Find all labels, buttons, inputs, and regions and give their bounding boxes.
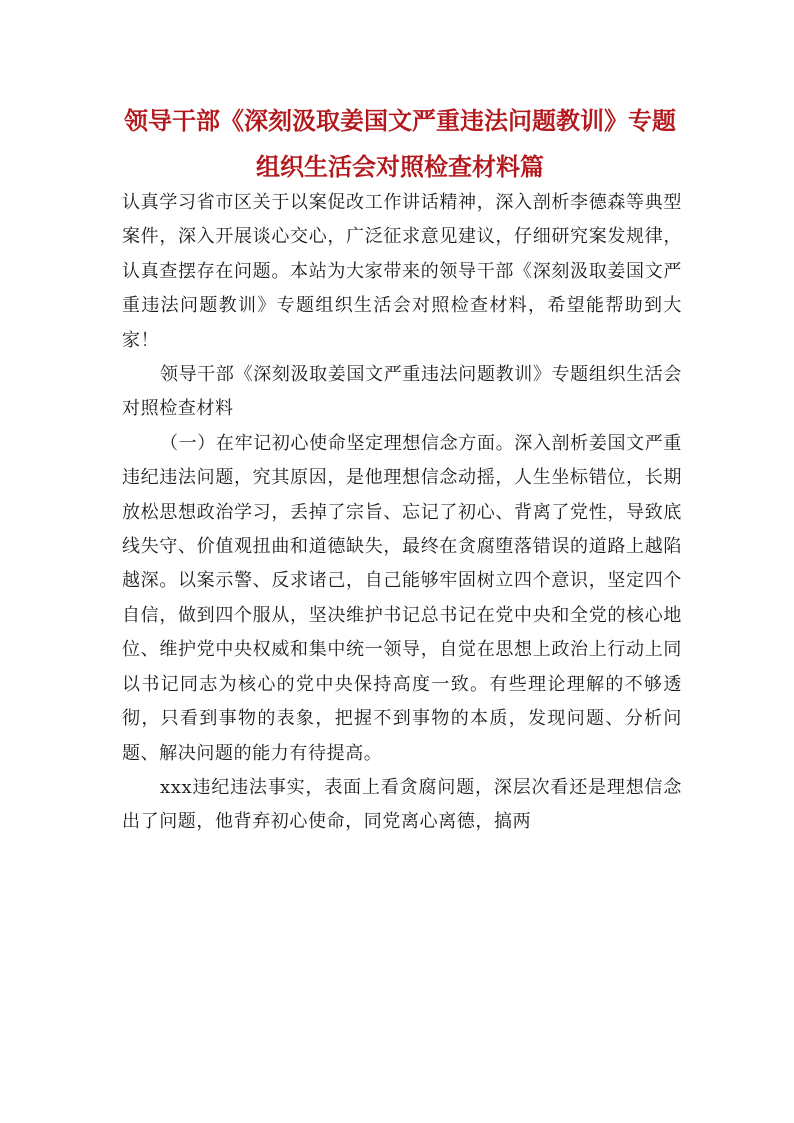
section-one-paragraph: （一）在牢记初心使命坚定理想信念方面。深入剖析姜国文严重违纪违法问题，究其原因，是他理想信念动摇，人生坐标错位，长期放松思想政治学习，丢掉了宗旨、忘记了初心、背离了党性，导致底线失守、价值观扭曲和道德缺失，最终在贪腐堕落错误的道路上越陷越深。以案示警、反求诸己，自己能够牢固树立四个意识，坚定四个自信，做到四个服从，坚决维护书记总书记在党中央和全党的核心地位、维护党中央权威和集中统一领导，自觉在思想上政治上行动上同以书记同志为核心的党中央保持高度一致。有些理论理解的不够透彻，只看到事物的表象，把握不到事物的本质，发现问题、分析问题、解决问题的能力有待提高。 xyxy=(122,432,682,764)
intro-paragraph: 认真学习省市区关于以案促改工作讲话精神，深入剖析李德森等典型案件，深入开展谈心交心，广泛征求意见建议，仔细研究案发规律，认真查摆存在问题。本站为大家带来的领导干部《深刻汲取姜国文严重违法问题教训》专题组织生活会对照检查材料，希望能帮助到大家！ xyxy=(122,192,682,351)
document-title xyxy=(100,98,700,190)
title-line-2: 组织生活会对照检查材料篇 xyxy=(256,152,544,181)
section-heading-paragraph: 领导干部《深刻汲取姜国文严重违法问题教训》专题组织生活会对照检查材料 xyxy=(122,364,682,420)
document-body xyxy=(122,186,682,840)
case-analysis-paragraph: xxx违纪违法事实，表面上看贪腐问题，深层次看还是理想信念出了问题，他背弃初心使命，同党离心离德，搞两 xyxy=(122,776,682,833)
title-line-1: 领导干部《深刻汲取姜国文严重违法问题教训》专题 xyxy=(124,106,676,135)
